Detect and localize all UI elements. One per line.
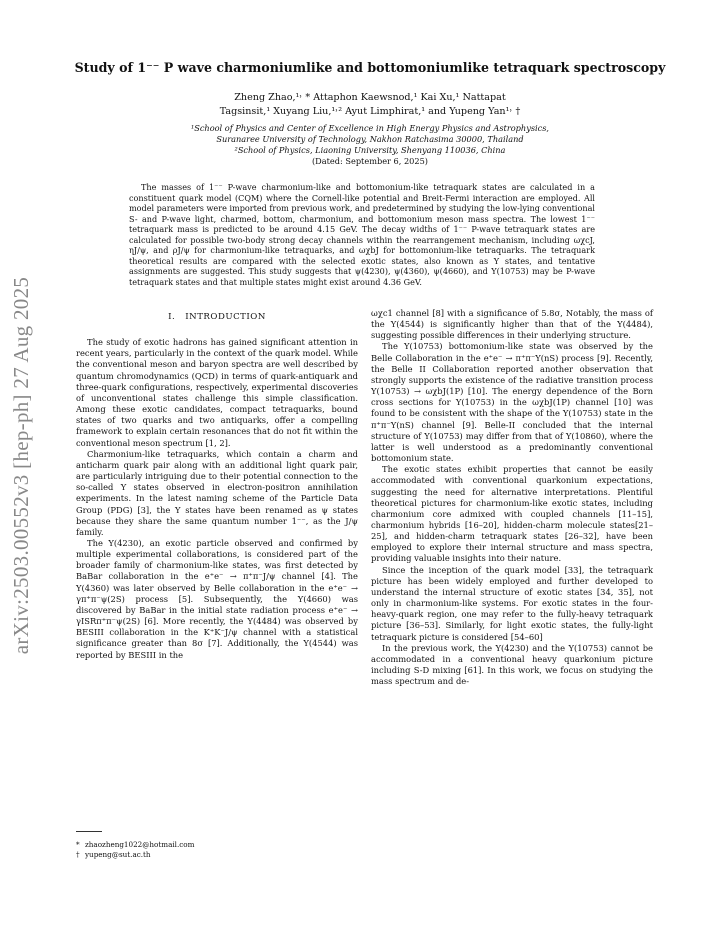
footnote-1: [76, 840, 356, 850]
left-column: [76, 308, 358, 661]
paragraph: The exotic states exhibit properties that cannot be easily accommodated with conventional quarkonium expectations, suggesting the need for alternative interpretations. Plentiful theoretical pictures for charmonium-like exotic states, including charmonium core admixed with coupled channels [11–15], charmonium hybrids [16–20], hidden-charm molecule states[21–25], and hidden-charm tetraquark states [26–32], have been employed to explore their internal structure and mass spectra, providing valuable insights into their nature.: [371, 464, 653, 564]
affiliation-1b: Suranaree University of Technology, Nakhon Ratchasima 30000, Thailand: [216, 134, 524, 144]
author-line-2: Tagsinsit,¹ Xuyang Liu,¹˒² Ayut Limphirat,¹ and Yupeng Yan¹˒ †: [219, 106, 521, 117]
paragraph: ωχc1 channel [8] with a significance of 5.8σ, Notably, the mass of the Y(4544) is significantly higher than that of the Y(4484), suggesting possible differences in their underlying structure.: [371, 308, 653, 341]
section-title: INTRODUCTION: [185, 312, 266, 322]
paragraph: The Y(4230), an exotic particle observed and confirmed by multiple experimental collaborations, is considered part of the broader family of charmonium-like states, was first detected by BaBar collaboration in the e⁺e⁻ → π⁺π⁻J/ψ channel [4]. The Y(4360) was later observed by Belle collaboration in the e⁺e⁻ → γπ⁺π⁻ψ(2S) process [5]. Subsequently, the Y(4660) was discovered by BaBar in the initial state radiation process e⁺e⁻ → γISRπ⁺π⁻ψ(2S) [6]. More recently, the Y(4484) was observed by BESIII collaboration in the K⁺K⁻J/ψ channel with a statistical significance greater than 8σ [7]. Additionally, the Y(4544) was reported by BESIII in the: [76, 537, 358, 660]
paragraph: Since the inception of the quark model [33], the tetraquark picture has been widely employed and further developed to understand the internal structure of exotic states [34, 35], not only in charmonium-like systems. For exotic states in the four-heavy-quark region, one may refer to the fully-heavy tetraquark picture [36–53]. Similarly, for light exotic states, the fully-light tetraquark picture is considered [54–60]: [371, 564, 653, 642]
section-number: I.: [168, 312, 176, 322]
date-line: (Dated: September 6, 2025): [311, 156, 429, 166]
paragraph: The study of exotic hadrons has gained significant attention in recent years, particularly in the context of the quark model. While the conventional meson and baryon spectra are well described by quantum chromodynamics (QCD) in terms of quark-antiquark and three-quark configurations, respectively, experimental discoveries of unconventional states challenge this simple classification. Among these exotic candidates, compact tetraquarks, bound states of two quarks and two antiquarks, offer a compelling framework to explain certain resonances that do not fit within the conventional meson spectrum [1, 2].: [76, 337, 358, 448]
affiliation-2: ²School of Physics, Liaoning University, Shenyang 110036, China: [234, 145, 506, 155]
footnotes: [76, 840, 356, 860]
footnote-2: [76, 850, 356, 860]
right-column: [371, 308, 653, 687]
paragraph: The Υ(10753) bottomonium-like state was observed by the Belle Collaboration in the e⁺e⁻ → π⁺π⁻Υ(nS) process [9]. Recently, the Belle II Collaboration reported another observation that strongly supports the existence of the radiative transition process Υ(10753) → ωχbJ(1P) [10]. The energy dependence of the Born cross sections for Υ(10753) in the ωχbJ(1P) channel [10] was found to be consistent with the shape of the Υ(10753) state in the π⁺π⁻Υ(nS) channel [9]. Belle-II concluded that the internal structure of Υ(10753) may differ from that of Υ(10860), where the latter is well understood as a predominantly conventional bottomonium state.: [371, 341, 653, 464]
abstract: The masses of 1⁻⁻ P-wave charmonium-like and bottomonium-like tetraquark states are calculated in a constituent quark model (CQM) where the Cornell-like potential and Breit-Fermi interaction are employed. All model parameters were imported from previous work, and predetermined by studying the low-lying conventional S- and P-wave light, charmed, bottom, charmonium, and bottomonium meson mass spectra. The lowest 1⁻⁻ tetraquark mass is predicted to be around 4.15 GeV. The decay widths of 1⁻⁻ P-wave tetraquark states are calculated for possible two-body strong decay channels within the rearrangement mechanism, including ωχcJ, ηJ/ψ, and ρJ/ψ for charmonium-like tetraquarks, and ωχbJ for bottomonium-like tetraquarks. The tetraquark theoretical results are compared with the selected exotic states, also known as Y states, and tentative assignments are suggested. This study suggests that ψ(4230), ψ(4360), ψ(4660), and Υ(10753) may be P-wave tetraquark states and that multiple states might exist around 4.36 GeV.: [129, 182, 595, 287]
affiliation-1: ¹School of Physics and Center of Excellence in High Energy Physics and Astrophysics,: [190, 123, 550, 133]
paragraph: In the previous work, the Y(4230) and the Υ(10753) cannot be accommodated in a conventional heavy quarkonium picture including S-D mixing [61]. In this work, we focus on studying the mass spectrum and de-: [371, 642, 653, 687]
footnote-mark: †: [76, 850, 80, 859]
author-line-1: Zheng Zhao,¹˒ * Attaphon Kaewsnod,¹ Kai Xu,¹ Nattapat: [234, 92, 506, 103]
arxiv-watermark: [0, 230, 44, 700]
section-heading: [76, 312, 358, 323]
paragraph: Charmonium-like tetraquarks, which contain a charm and anticharm quark pair along with an additional light quark pair, are particularly intriguing due to their potential connection to the so-called Y states observed in electron-positron annihilation experiments. In the latest naming scheme of the Particle Data Group (PDG) [3], the Y states have been renamed as ψ states because they share the same quantum number 1⁻⁻, as the J/ψ family.: [76, 448, 358, 537]
author-list: [150, 91, 590, 119]
footnote-email-2[interactable]: yupeng@sut.ac.th: [85, 850, 151, 859]
footnote-email-1[interactable]: zhaozheng1022@hotmail.com: [85, 840, 195, 849]
footnote-rule: [76, 831, 102, 832]
arxiv-id[interactable]: arXiv:2503.00552v3 [hep-ph] 27 Aug 2025: [9, 276, 34, 654]
footnote-mark: *: [76, 840, 80, 849]
paper-title: Study of 1⁻⁻ P wave charmoniumlike and bottomoniumlike tetraquark spectroscopy: [74, 60, 666, 75]
affiliations: [130, 123, 610, 167]
